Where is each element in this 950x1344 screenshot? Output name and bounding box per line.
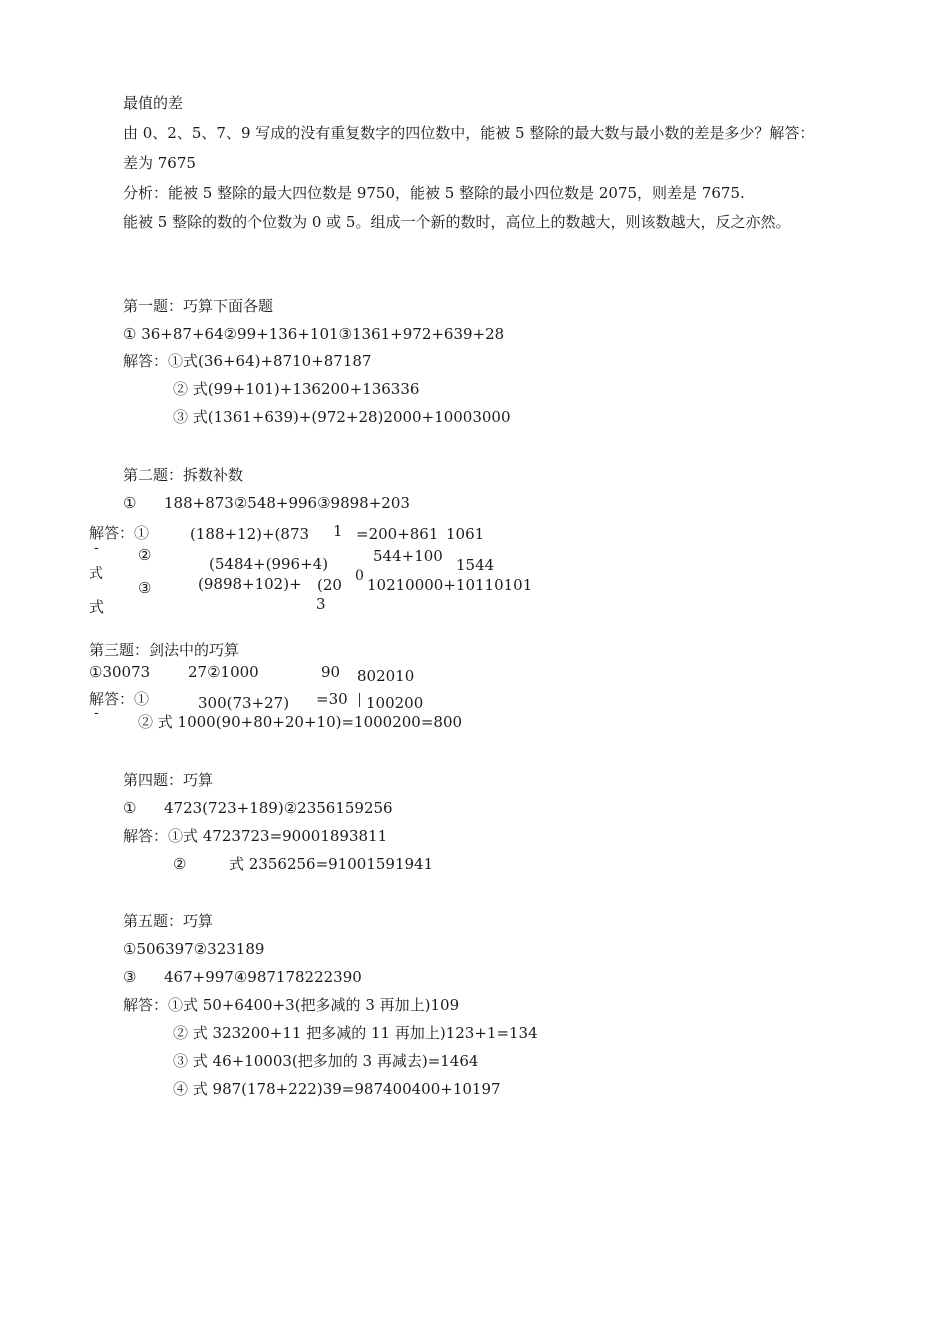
q2-a2-expr: (5484+(996+4) xyxy=(209,555,329,573)
q2-a1-frag: 1 xyxy=(333,522,343,540)
q3-problem-right: 802010 xyxy=(357,667,415,685)
q5-answer-3: ③ 式 46+10003(把多加的 3 再减去)=1464 xyxy=(173,1052,479,1070)
q2-problems: 188+873②548+996③9898+203 xyxy=(164,494,410,512)
q4-problems-num: ① xyxy=(123,799,137,817)
q5-answer-1: 解答：①式 50+6400+3(把多减的 3 再加上)109 xyxy=(123,996,460,1014)
q2-a1-eq: =200+861 xyxy=(356,525,439,543)
q2-problems-num: ① xyxy=(123,494,137,512)
q2-answer-label: 解答：① xyxy=(89,524,150,542)
intro-analysis: 分析：能被 5 整除的最大四位数是 9750，能被 5 整除的最小四位数是 2075，则差是 7675. xyxy=(123,184,745,202)
q3-problem-90: 90 xyxy=(321,663,341,681)
q2-a3-digit: 3 xyxy=(316,595,326,613)
q1-problems: ① 36+87+64②99+136+101③1361+972+639+28 xyxy=(123,325,505,343)
q2-a1-result: 1061 xyxy=(446,525,485,543)
intro-title: 最值的差 xyxy=(123,94,184,112)
q2-a2-mid: 544+100 xyxy=(373,547,443,565)
q2-side-mark: - xyxy=(94,540,99,556)
q4-answer-2: 式 2356256=91001591941 xyxy=(229,855,434,873)
q3-a1-eq: =30 xyxy=(316,690,348,708)
q2-a2-result: 1544 xyxy=(456,556,495,574)
q2-a1-expr: (188+12)+(873 xyxy=(190,525,310,543)
intro-question: 由 0、2、5、7、9 写成的没有重复数字的四位数中，能被 5 整除的最大数与最小数的差是多少？解答： xyxy=(123,124,815,142)
q3-side-mark: - xyxy=(94,705,99,721)
q2-side-glyph: 式 xyxy=(89,598,105,616)
q2-title: 第二题：拆数补数 xyxy=(123,466,244,484)
q2-a2-frag: 0 xyxy=(355,568,364,584)
q5-problems-2-num: ③ xyxy=(123,968,137,986)
q3-problem-left: ①30073 xyxy=(89,663,151,681)
q1-answer-1: 解答：①式(36+64)+8710+87187 xyxy=(123,352,372,370)
q2-a3-paren: (20 xyxy=(317,576,342,594)
q3-divider xyxy=(359,693,360,707)
q2-a3-result: 10210000+10110101 xyxy=(367,576,533,594)
q1-answer-2: ② 式(99+101)+136200+136336 xyxy=(173,380,420,398)
q5-problems-2: 467+997④987178222390 xyxy=(164,968,362,986)
q4-problems: 4723(723+189)②2356159256 xyxy=(164,799,393,817)
q4-answer-2-num: ② xyxy=(173,855,187,873)
q2-a3-num: ③ xyxy=(138,579,152,597)
q5-title: 第五题：巧算 xyxy=(123,912,214,930)
q1-answer-3: ③ 式(1361+639)+(972+28)2000+10003000 xyxy=(173,408,511,426)
intro-note: 能被 5 整除的数的个位数为 0 或 5。组成一个新的数时，高位上的数越大，则该数越大，反之亦然。 xyxy=(123,213,791,231)
q3-answer-label: 解答：① xyxy=(89,690,150,708)
q2-a2-num: ② xyxy=(138,546,152,564)
q5-answer-4: ④ 式 987(178+222)39=987400400+10197 xyxy=(173,1080,501,1098)
q3-problem-mid: 27②1000 xyxy=(188,663,259,681)
q4-title: 第四题：巧算 xyxy=(123,771,214,789)
q1-title: 第一题：巧算下面各题 xyxy=(123,297,274,315)
q3-title: 第三题：剑法中的巧算 xyxy=(89,641,240,659)
intro-answer: 差为 7675 xyxy=(123,154,196,172)
q4-answer-1: 解答：①式 4723723=90001893811 xyxy=(123,827,388,845)
q5-answer-2: ② 式 323200+11 把多减的 11 再加上)123+1=134 xyxy=(173,1024,538,1042)
q2-a3-expr: (9898+102)+ xyxy=(198,575,302,593)
q3-a1-expr: 300(73+27) xyxy=(198,694,290,712)
q3-answer-2: ② 式 1000(90+80+20+10)=1000200=800 xyxy=(138,713,463,731)
q2-side-glyph-top: 式 xyxy=(89,566,103,582)
q3-a1-result: 100200 xyxy=(366,694,424,712)
q5-problems-1: ①506397②323189 xyxy=(123,940,265,958)
